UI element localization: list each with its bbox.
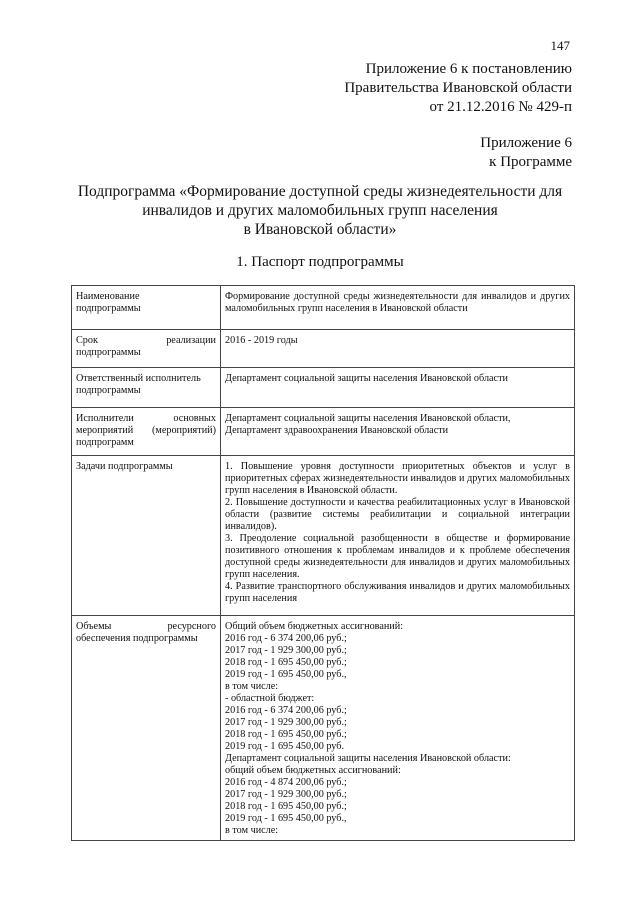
label-line: подпрограмм [76,437,134,448]
value-text: Департамент здравоохранения Ивановской области [225,425,449,436]
label-line: подпрограммы [76,347,141,358]
label-line: Объемы ресурсного [76,621,216,632]
value-text: Департамент социальной защиты населения Ивановской области [225,373,508,384]
label-line: Задачи подпрограммы [76,461,173,472]
funding-line: 2019 год - 1 695 450,00 руб., [225,669,347,680]
row-value [221,616,575,841]
row-label [72,456,221,616]
funding-line: 2017 год - 1 929 300,00 руб.; [225,717,347,728]
funding-line: 2018 год - 1 695 450,00 руб.; [225,729,347,740]
funding-line: 2019 год - 1 695 450,00 руб. [225,741,344,752]
funding-line: - областной бюджет: [225,693,315,704]
funding-line: 2016 год - 6 374 200,06 руб.; [225,705,347,716]
task-item: 2. Повышение доступности и качества реабилитационных услуг в Ивановской области (развитие системы реабилитации и социальной интеграции инвалидов). [225,497,570,532]
row-label [72,286,221,330]
table-row [72,616,575,841]
appendix-line: Правительства Ивановской области [344,80,572,96]
label-line: мероприятий (мероприятий) [76,425,216,436]
program-appendix-note [480,134,572,172]
funding-line: Общий объем бюджетных ассигнований: [225,621,404,632]
label-line: Наименование [76,291,140,302]
passport-table [71,285,575,841]
title-line: в Ивановской области» [243,221,397,238]
label-line: Ответственный исполнитель [76,373,201,384]
label-line: Исполнители основных [76,413,216,424]
row-value [221,330,575,368]
row-label [72,368,221,408]
funding-line: 2018 год - 1 695 450,00 руб.; [225,657,347,668]
row-label [72,616,221,841]
funding-line: общий объем бюджетных ассигнований: [225,765,401,776]
page-number: 147 [550,38,570,53]
funding-line: 2016 год - 4 874 200,06 руб.; [225,777,347,788]
label-line: подпрограммы [76,385,141,396]
funding-line: 2019 год - 1 695 450,00 руб., [225,813,347,824]
title-line: Подпрограмма «Формирование доступной среды жизнедеятельности для [77,183,563,200]
funding-line: Департамент социальной защиты населения Ивановской области: [225,753,511,764]
label-line: Срок реализации [76,335,216,346]
row-label [72,408,221,456]
appendix-line: от 21.12.2016 № 429-п [429,99,572,115]
label-line: обеспечения подпрограммы [76,633,198,644]
funding-line: в том числе: [225,825,279,836]
title-line: инвалидов и других маломобильных групп населения [142,202,498,219]
value-text: 2016 - 2019 годы [225,335,298,346]
funding-line: 2017 год - 1 929 300,00 руб.; [225,789,347,800]
row-value [221,286,575,330]
table-row [72,408,575,456]
row-value [221,456,575,616]
subprogram-title [60,182,580,239]
value-text: Департамент социальной защиты населения Ивановской области, [225,413,511,424]
table-row [72,286,575,330]
funding-line: 2018 год - 1 695 450,00 руб.; [225,801,347,812]
appendix-line: Приложение 6 [480,135,572,151]
task-item: 1. Повышение уровня доступности приоритетных объектов и услуг в приоритетных сферах жизнедеятельности инвалидов и других маломобильных групп населения в Ивановской области. [225,461,570,496]
section-heading: 1. Паспорт подпрограммы [236,254,404,270]
appendix-line: к Программе [489,154,572,170]
row-value [221,368,575,408]
row-label [72,330,221,368]
label-line: подпрограммы [76,303,141,314]
row-value [221,408,575,456]
table-row [72,368,575,408]
resolution-appendix-note [344,60,572,117]
value-text: Формирование доступной среды жизнедеятельности для инвалидов и других маломобильных групп населения в Ивановской области [225,291,570,314]
funding-line: в том числе: [225,681,279,692]
table-row [72,330,575,368]
task-item: 4. Развитие транспортного обслуживания инвалидов и других маломобильных групп населения [225,581,570,604]
task-item: 3. Преодоление социальной разобщенности в обществе и формирование позитивного отношения к проблемам инвалидов и к проблеме обеспечения доступной среды жизнедеятельности для инвалидов и других маломобильных групп населения. [225,533,570,580]
funding-line: 2016 год - 6 374 200,06 руб.; [225,633,347,644]
appendix-line: Приложение 6 к постановлению [365,61,572,77]
table-row [72,456,575,616]
funding-line: 2017 год - 1 929 300,00 руб.; [225,645,347,656]
